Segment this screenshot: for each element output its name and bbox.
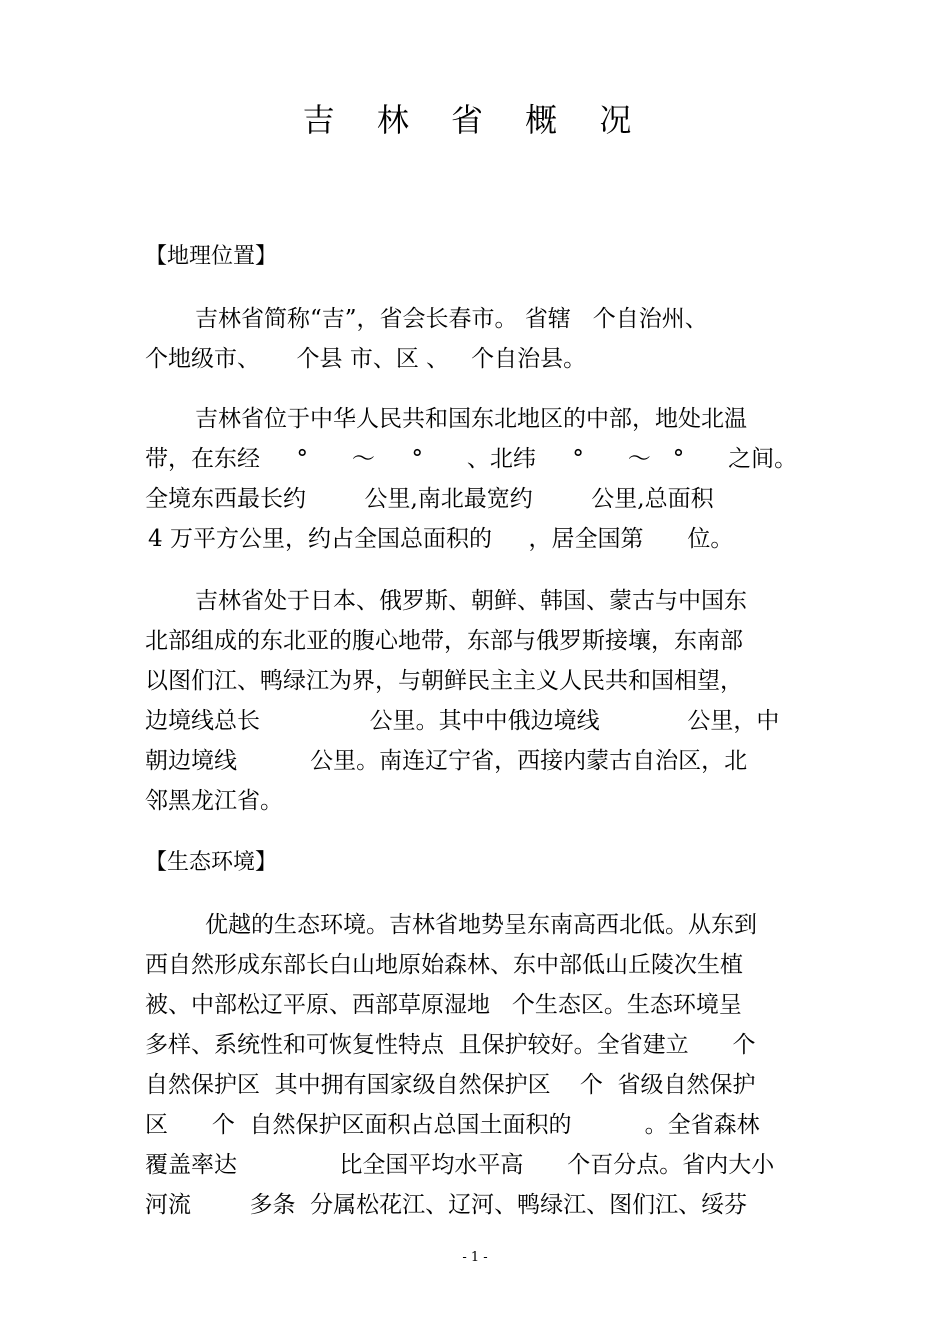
text-line: 边境线总长 公里。其中中俄边境线 公里，中 [145,708,780,734]
text-line: 吉林省位于中华人民共和国东北地区的中部，地处北温 [195,406,747,432]
text-line: 4 万平方公里，约占全国总面积的 ，居全国第 位。 [148,526,734,552]
document-title: 吉 林 省 概 况 [302,101,648,139]
text-line: 吉林省处于日本、俄罗斯、朝鲜、韩国、蒙古与中国东 [195,588,747,614]
text-line: 自然保护区 其中拥有国家级自然保护区 个 省级自然保护 [145,1072,756,1098]
text-line: 优越的生态环境。吉林省地势呈东南高西北低。从东到 [205,912,757,938]
text-line: 多样、系统性和可恢复性特点 且保护较好。全省建立 个 [145,1032,756,1058]
text-line: 朝边境线 公里。南连辽宁省，西接内蒙古自治区，北 [145,748,748,774]
page-number: - 1 - [462,1250,488,1265]
section-heading-geography: 【地理位置】 [145,244,278,269]
text-line: 西自然形成东部长白山地原始森林、东中部低山丘陵次生植 [145,952,743,978]
text-line: 以图们江、鸭绿江为界，与朝鲜民主主义人民共和国相望， [145,668,743,694]
text-line: 覆盖率达 比全国平均水平高 个百分点。省内大小 [145,1152,775,1178]
text-line: 吉林省简称“吉”，省会长春市。 省辖 个自治州、 [195,306,708,332]
text-line: 北部组成的东北亚的腹心地带，东部与俄罗斯接壤，东南部 [145,628,743,654]
text-line: 全境东西最长约 公里,南北最宽约 公里,总面积 [145,486,714,512]
text-line: 带，在东经 ° ～ ° 、北纬 ° ～ ° 之间。 [145,446,798,472]
section-heading-ecology: 【生态环境】 [145,850,278,875]
text-line: 邻黑龙江省。 [145,788,283,814]
text-line: 区 个 自然保护区面积占总国土面积的 。全省森林 [145,1112,760,1138]
text-line: 河流 多条 分属松花江、辽河、鸭绿江、图们江、绥芬 [145,1192,748,1218]
text-line: 个地级市、 个县 市、区 、 个自治县。 [145,346,587,372]
text-line: 被、中部松辽平原、西部草原湿地 个生态区。生态环境呈 [145,992,742,1018]
